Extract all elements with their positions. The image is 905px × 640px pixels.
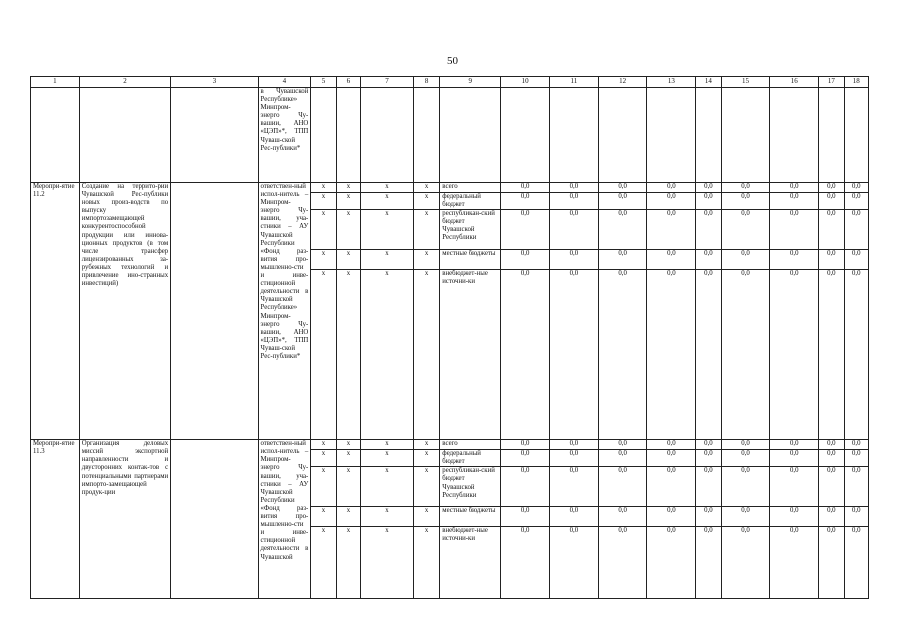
cell-x6: x (336, 527, 360, 599)
amount-cell: 0,0 (696, 450, 721, 467)
cell-empty (336, 88, 360, 183)
amount-cell: 0,0 (696, 440, 721, 450)
measure-row (31, 183, 869, 193)
column-header: 12 (598, 77, 647, 88)
amount-cell: 0,0 (598, 270, 647, 440)
funding-source: всего (440, 183, 501, 193)
column-header: 2 (79, 77, 170, 88)
funding-source: республикан-ский бюджет Чувашской Республики (440, 210, 501, 250)
amount-cell: 0,0 (721, 527, 770, 599)
amount-cell: 0,0 (598, 507, 647, 527)
amount-cell: 0,0 (770, 450, 819, 467)
amount-cell: 0,0 (647, 507, 696, 527)
cell-empty (413, 88, 439, 183)
amount-cell: 0,0 (770, 467, 819, 507)
amount-cell: 0,0 (501, 193, 550, 210)
column-header: 8 (413, 77, 439, 88)
cell-col3 (171, 440, 258, 599)
cell-x6: x (336, 440, 360, 450)
cell-x6: x (336, 250, 360, 270)
cell-x5: x (311, 507, 336, 527)
amount-cell: 0,0 (549, 467, 598, 507)
measure-id: Меропри-ятие 11.2 (31, 183, 80, 440)
amount-cell: 0,0 (844, 467, 868, 507)
amount-cell: 0,0 (501, 440, 550, 450)
cell-x8: x (413, 507, 439, 527)
amount-cell: 0,0 (844, 507, 868, 527)
column-header: 5 (311, 77, 336, 88)
amount-cell: 0,0 (770, 527, 819, 599)
cell-x6: x (336, 507, 360, 527)
cell-x8: x (413, 183, 439, 193)
amount-cell: 0,0 (770, 440, 819, 450)
amount-cell: 0,0 (721, 507, 770, 527)
amount-cell: 0,0 (721, 193, 770, 210)
amount-cell: 0,0 (721, 450, 770, 467)
cell-x6: x (336, 193, 360, 210)
funding-source: местные бюджеты (440, 250, 501, 270)
cell-x7: x (361, 450, 414, 467)
funding-source: внебюджет-ные источни-ки (440, 270, 501, 440)
amount-cell: 0,0 (770, 250, 819, 270)
cell-empty (361, 88, 414, 183)
amount-cell: 0,0 (696, 193, 721, 210)
amount-cell: 0,0 (647, 527, 696, 599)
funding-source: всего (440, 440, 501, 450)
cell-x5: x (311, 440, 336, 450)
amount-cell: 0,0 (647, 440, 696, 450)
funding-source: республикан-ский бюджет Чувашской Республики (440, 467, 501, 507)
amount-cell: 0,0 (647, 250, 696, 270)
amount-cell: 0,0 (549, 440, 598, 450)
cell-empty (549, 88, 598, 183)
amount-cell: 0,0 (549, 270, 598, 440)
funding-source: внебюджет-ные источни-ки (440, 527, 501, 599)
continuation-row (31, 88, 869, 183)
cell-x7: x (361, 507, 414, 527)
cell-x5: x (311, 467, 336, 507)
amount-cell: 0,0 (844, 250, 868, 270)
amount-cell: 0,0 (647, 210, 696, 250)
amount-cell: 0,0 (819, 183, 844, 193)
column-header: 15 (721, 77, 770, 88)
funding-source: местные бюджеты (440, 507, 501, 527)
cell-x8: x (413, 440, 439, 450)
cell-x6: x (336, 183, 360, 193)
amount-cell: 0,0 (501, 210, 550, 250)
column-header: 10 (501, 77, 550, 88)
amount-cell: 0,0 (647, 193, 696, 210)
funding-source: федеральный бюджет (440, 193, 501, 210)
amount-cell: 0,0 (770, 507, 819, 527)
cell-x5: x (311, 250, 336, 270)
column-header: 1 (31, 77, 80, 88)
cell-x7: x (361, 527, 414, 599)
amount-cell: 0,0 (549, 210, 598, 250)
amount-cell: 0,0 (598, 440, 647, 450)
column-header: 11 (549, 77, 598, 88)
amount-cell: 0,0 (844, 193, 868, 210)
column-header: 6 (336, 77, 360, 88)
column-header: 17 (819, 77, 844, 88)
amount-cell: 0,0 (819, 210, 844, 250)
column-header: 14 (696, 77, 721, 88)
cell-x7: x (361, 193, 414, 210)
cell-empty (311, 88, 336, 183)
cell-x5: x (311, 450, 336, 467)
cell-x8: x (413, 250, 439, 270)
column-header: 16 (770, 77, 819, 88)
amount-cell: 0,0 (844, 183, 868, 193)
amount-cell: 0,0 (721, 270, 770, 440)
amount-cell: 0,0 (598, 250, 647, 270)
page-number: 50 (447, 55, 458, 67)
cell-x5: x (311, 193, 336, 210)
amount-cell: 0,0 (696, 210, 721, 250)
amount-cell: 0,0 (598, 450, 647, 467)
amount-cell: 0,0 (549, 183, 598, 193)
amount-cell: 0,0 (844, 210, 868, 250)
cell-col3 (171, 88, 258, 183)
amount-cell: 0,0 (819, 193, 844, 210)
column-header: 9 (440, 77, 501, 88)
cell-empty (721, 88, 770, 183)
cell-empty (440, 88, 501, 183)
column-header: 3 (171, 77, 258, 88)
amount-cell: 0,0 (501, 507, 550, 527)
cell-x7: x (361, 250, 414, 270)
amount-cell: 0,0 (598, 183, 647, 193)
amount-cell: 0,0 (647, 450, 696, 467)
measure-executor: ответствен-ный испол-нитель – Минпром-энерго Чу-вашии, уча-стники – АУ Чувашской Республики «Фонд раз-вития про-мышленно-сти и инве-стиционной деятельности в Чувашской Республике» Минпром-энерго Чу-вашии, АНО «ЦЭП»*, ТПП Чуваш-ской Рес-публики* (258, 183, 311, 440)
amount-cell: 0,0 (501, 250, 550, 270)
measure-row (31, 440, 869, 450)
cell-x8: x (413, 467, 439, 507)
cell-x7: x (361, 270, 414, 440)
amount-cell: 0,0 (549, 507, 598, 527)
amount-cell: 0,0 (819, 450, 844, 467)
cell-x5: x (311, 210, 336, 250)
cell-x8: x (413, 270, 439, 440)
cell-id (31, 88, 80, 183)
column-header: 7 (361, 77, 414, 88)
cell-x5: x (311, 183, 336, 193)
amount-cell: 0,0 (770, 270, 819, 440)
amount-cell: 0,0 (696, 467, 721, 507)
cell-empty (696, 88, 721, 183)
amount-cell: 0,0 (647, 183, 696, 193)
amount-cell: 0,0 (721, 210, 770, 250)
cell-name (79, 88, 170, 183)
cell-x6: x (336, 270, 360, 440)
amount-cell: 0,0 (598, 210, 647, 250)
amount-cell: 0,0 (844, 270, 868, 440)
funding-source: федеральный бюджет (440, 450, 501, 467)
cell-x8: x (413, 210, 439, 250)
amount-cell: 0,0 (844, 440, 868, 450)
column-header: 4 (258, 77, 311, 88)
amount-cell: 0,0 (501, 467, 550, 507)
amount-cell: 0,0 (696, 183, 721, 193)
measure-id: Меропри-ятие 11.3 (31, 440, 80, 599)
cell-x7: x (361, 467, 414, 507)
amount-cell: 0,0 (844, 527, 868, 599)
amount-cell: 0,0 (549, 527, 598, 599)
amount-cell: 0,0 (598, 467, 647, 507)
amount-cell: 0,0 (696, 270, 721, 440)
amount-cell: 0,0 (501, 183, 550, 193)
measure-executor: ответствен-ный испол-нитель – Минпром-энерго Чу-вашии, уча-стники – АУ Чувашской Республики «Фонд раз-вития про-мышленно-сти и инве-стиционной деятельности в Чувашской (258, 440, 311, 599)
cell-x8: x (413, 193, 439, 210)
amount-cell: 0,0 (549, 450, 598, 467)
amount-cell: 0,0 (501, 270, 550, 440)
cell-empty (819, 88, 844, 183)
cell-x6: x (336, 450, 360, 467)
amount-cell: 0,0 (819, 467, 844, 507)
cell-executor: в Чувашской Республике» Минпром-энерго Чу-вашии, АНО «ЦЭП»*, ТПП Чуваш-ской Рес-публики* (258, 88, 311, 183)
cell-x5: x (311, 527, 336, 599)
cell-x6: x (336, 210, 360, 250)
amount-cell: 0,0 (721, 250, 770, 270)
amount-cell: 0,0 (844, 450, 868, 467)
amount-cell: 0,0 (647, 467, 696, 507)
column-header: 18 (844, 77, 868, 88)
cell-empty (598, 88, 647, 183)
amount-cell: 0,0 (549, 193, 598, 210)
amount-cell: 0,0 (721, 467, 770, 507)
amount-cell: 0,0 (501, 527, 550, 599)
cell-empty (647, 88, 696, 183)
cell-x5: x (311, 270, 336, 440)
cell-x8: x (413, 527, 439, 599)
column-header: 13 (647, 77, 696, 88)
amount-cell: 0,0 (647, 270, 696, 440)
amount-cell: 0,0 (598, 527, 647, 599)
measure-name: Организация деловых миссий экспортной направленности и двусторонних контак-тов с потенциальными партнерами импорто-замещающей продук-ции (79, 440, 170, 599)
amount-cell: 0,0 (770, 193, 819, 210)
amount-cell: 0,0 (549, 250, 598, 270)
cell-x7: x (361, 210, 414, 250)
cell-x7: x (361, 183, 414, 193)
budget-table (30, 76, 869, 599)
cell-x6: x (336, 467, 360, 507)
cell-empty (770, 88, 819, 183)
amount-cell: 0,0 (819, 250, 844, 270)
measure-name: Создание на террито-рии Чувашской Рес-публики новых произ-водств по выпуску импортозамещающей конкурентоспособной продукции или иннова-ционных продуктов (в том числе трансфер лицензированных за-рубежных технологий и привлечение ино-странных инвестиций) (79, 183, 170, 440)
cell-x8: x (413, 450, 439, 467)
cell-empty (844, 88, 868, 183)
amount-cell: 0,0 (696, 250, 721, 270)
amount-cell: 0,0 (819, 507, 844, 527)
amount-cell: 0,0 (598, 193, 647, 210)
cell-empty (501, 88, 550, 183)
amount-cell: 0,0 (819, 527, 844, 599)
amount-cell: 0,0 (770, 183, 819, 193)
amount-cell: 0,0 (696, 527, 721, 599)
header-row (31, 77, 869, 88)
amount-cell: 0,0 (501, 450, 550, 467)
cell-x7: x (361, 440, 414, 450)
amount-cell: 0,0 (721, 183, 770, 193)
amount-cell: 0,0 (770, 210, 819, 250)
amount-cell: 0,0 (721, 440, 770, 450)
amount-cell: 0,0 (819, 270, 844, 440)
amount-cell: 0,0 (819, 440, 844, 450)
cell-col3 (171, 183, 258, 440)
amount-cell: 0,0 (696, 507, 721, 527)
